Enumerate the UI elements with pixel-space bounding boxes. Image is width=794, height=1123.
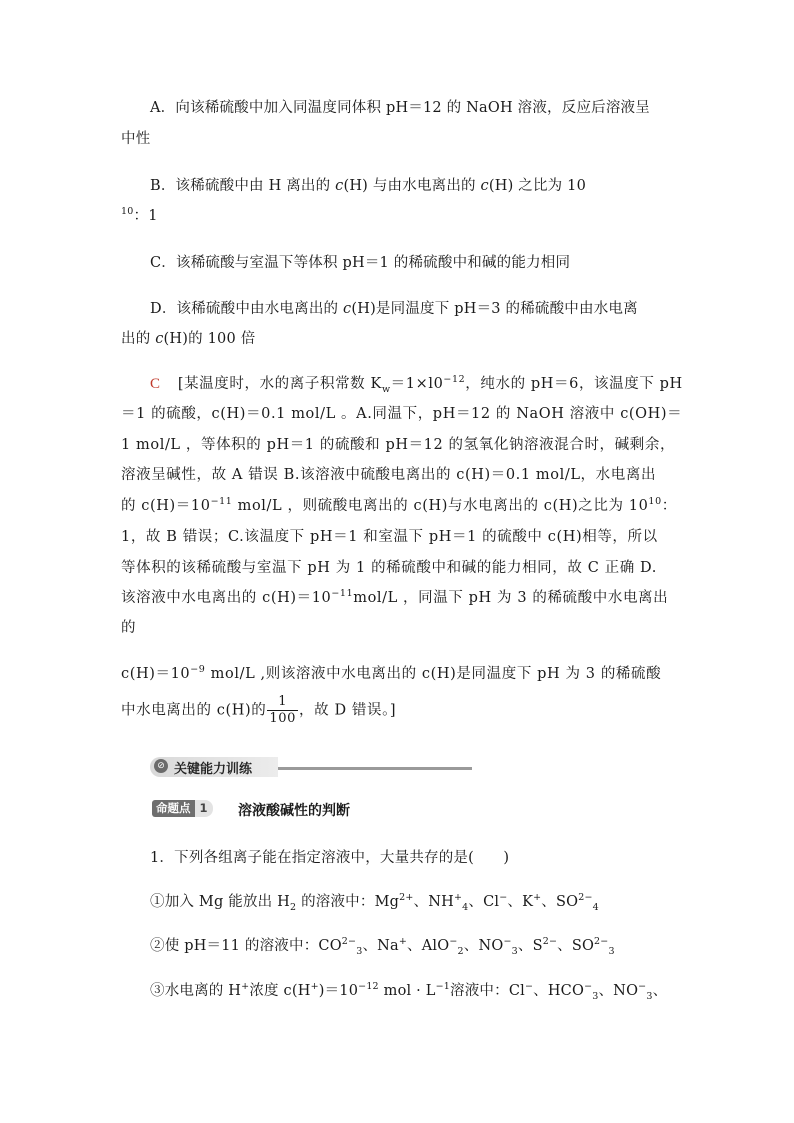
subscript: 3 bbox=[646, 990, 653, 1002]
item-text: 、 bbox=[652, 983, 668, 999]
item-text: 、SO bbox=[541, 894, 579, 910]
superscript: −1 bbox=[435, 981, 451, 993]
item-text: 、SO bbox=[557, 938, 595, 954]
answer-line-6 bbox=[121, 525, 658, 546]
answer-text: mol/L ，同温下 pH 为 3 的稀硫酸中水电离出 bbox=[353, 590, 669, 606]
subscript: 3 bbox=[592, 990, 599, 1002]
topic-badge-number: 1 bbox=[195, 800, 213, 817]
option-b-text: ) 之比为 10 bbox=[507, 178, 587, 194]
item-text: 、NO bbox=[463, 938, 504, 954]
subscript: 4 bbox=[592, 901, 599, 913]
superscript: 10 bbox=[648, 496, 662, 508]
superscript: − bbox=[584, 981, 593, 993]
topic-title: 溶液酸碱性的判断 bbox=[238, 803, 350, 819]
topic-badge-label: 命题点 bbox=[152, 800, 195, 817]
answer-text: 该溶液中水电离出的 c(H bbox=[121, 590, 291, 606]
answer-text: ，纯水的 pH＝6，该温度下 pH bbox=[465, 376, 683, 392]
superscript: − bbox=[499, 892, 508, 904]
item-text: 的溶液中：Mg bbox=[296, 894, 400, 910]
item-text: 、Cl bbox=[468, 894, 500, 910]
item-text: 、K bbox=[507, 894, 534, 910]
item-text: ①加入 Mg 能放出 H bbox=[150, 894, 291, 910]
option-a-line-1 bbox=[150, 96, 650, 117]
option-c-text: C．该稀硫酸与室温下等体积 pH＝1 的稀硫酸中和碱的能力相同 bbox=[150, 255, 571, 271]
item-text: 溶液中：Cl bbox=[450, 983, 525, 999]
answer-line-8 bbox=[121, 586, 668, 607]
option-d-text: (H bbox=[163, 331, 183, 347]
option-b-text: ) 与由水电离出的 bbox=[362, 178, 481, 194]
superscript: 2− bbox=[594, 936, 609, 948]
answer-text: 的 bbox=[121, 620, 137, 636]
superscript: −11 bbox=[210, 496, 233, 508]
italic-c: c bbox=[155, 331, 164, 347]
answer-text: )＝0.1 mol/L，水电离出 bbox=[484, 467, 657, 483]
option-a-text: A．向该稀硫酸中加入同温度同体积 pH＝12 的 NaOH 溶液，反应后溶液呈 bbox=[150, 100, 650, 116]
answer-text: )＝0.1 mol/L 。A.同温下，pH＝12 的 NaOH 溶液中 c(OH bbox=[239, 406, 661, 422]
answer-text: [某温度时，水的离子积常数 K bbox=[177, 376, 382, 392]
q1-item-1 bbox=[150, 890, 599, 911]
superscript: 2− bbox=[578, 892, 593, 904]
answer-line-5 bbox=[121, 494, 677, 515]
italic-c: c bbox=[480, 178, 489, 194]
item-text: 、NO bbox=[598, 983, 639, 999]
superscript: + bbox=[310, 981, 319, 993]
banner-title: 关键能力训练 bbox=[174, 762, 253, 777]
option-b-text: 离出的 bbox=[281, 178, 336, 194]
item-text: 浓度 c(H bbox=[249, 983, 311, 999]
superscript: 10 bbox=[121, 206, 134, 218]
option-d-text: 出的 bbox=[121, 331, 156, 347]
option-b-text: (H bbox=[488, 178, 508, 194]
answer-text: 1 mol/L ，等体积的 pH＝1 的硫酸和 pH＝12 的氢氧化钠溶液混合时，碱剩余， bbox=[121, 437, 676, 453]
banner-rule bbox=[278, 767, 472, 770]
subscript: 3 bbox=[356, 945, 363, 957]
item-text: 、Na bbox=[362, 938, 399, 954]
answer-text: )相等，所以 bbox=[575, 529, 658, 545]
item-text: 、AlO bbox=[407, 938, 450, 954]
option-d-text: (H bbox=[351, 301, 371, 317]
answer-text: 溶液呈碱性，故 A 错误 B.该溶液中硫酸电离出的 c(H bbox=[121, 467, 485, 483]
option-d-text: )的 100 倍 bbox=[182, 331, 256, 347]
item-text: mol · L bbox=[378, 983, 436, 999]
item-text: )＝10 bbox=[318, 983, 359, 999]
answer-text: )＝ bbox=[660, 406, 683, 422]
superscript: − bbox=[449, 936, 458, 948]
answer-text: )＝10 bbox=[169, 498, 211, 514]
answer-text: ，故 D 错误。] bbox=[299, 702, 397, 719]
option-b-text: (H bbox=[343, 178, 363, 194]
superscript: + bbox=[241, 981, 250, 993]
answer-line-11 bbox=[121, 694, 396, 727]
answer-text: ＝1×l0 bbox=[390, 376, 444, 392]
answer-text: mol/L ,则该溶液中水电离出的 c(H bbox=[205, 666, 451, 682]
italic-c: c bbox=[343, 301, 352, 317]
answer-text: 中水电离出的 c(H bbox=[121, 702, 246, 719]
option-d-text: )是同温度下 pH＝3 的稀硫酸中由水电离 bbox=[370, 301, 638, 317]
answer-letter: C bbox=[150, 376, 161, 392]
option-b-text: B．该稀硫酸中由 H bbox=[150, 178, 282, 194]
item-text: 、NH bbox=[413, 894, 454, 910]
superscript: −9 bbox=[190, 664, 206, 676]
superscript: −12 bbox=[443, 374, 466, 386]
answer-text: ＝1 的硫酸，c(H bbox=[121, 406, 240, 422]
superscript: −11 bbox=[331, 588, 354, 600]
option-b-line-2 bbox=[121, 204, 158, 225]
option-d-line-2 bbox=[121, 327, 255, 348]
answer-text: )＝10 bbox=[290, 590, 332, 606]
topic-badge bbox=[152, 800, 213, 817]
superscript: + bbox=[453, 892, 463, 904]
item-text: ③水电离的 H bbox=[150, 983, 242, 999]
answer-line-2 bbox=[121, 402, 682, 423]
subscript: 2 bbox=[290, 901, 297, 913]
item-text: 、HCO bbox=[533, 983, 585, 999]
answer-line-1 bbox=[150, 372, 683, 393]
subscript: 4 bbox=[462, 901, 469, 913]
q1-stem bbox=[150, 846, 509, 867]
option-c-line bbox=[150, 251, 570, 272]
fraction-denominator: 100 bbox=[269, 711, 297, 726]
item-text: ②使 pH＝11 的溶液中：CO bbox=[150, 938, 342, 954]
answer-text: mol/L ，则硫酸电离出的 c(H bbox=[232, 498, 442, 514]
subscript: 3 bbox=[608, 945, 615, 957]
answer-line-10 bbox=[121, 662, 661, 683]
fraction-numerator: 1 bbox=[278, 694, 288, 709]
fraction bbox=[267, 694, 298, 727]
q1-item-2 bbox=[150, 934, 615, 955]
option-d-line-1 bbox=[150, 297, 638, 318]
answer-text: )＝10 bbox=[149, 666, 191, 682]
answer-text: c(H bbox=[121, 666, 150, 682]
answer-text: ： bbox=[661, 498, 677, 514]
superscript: 2− bbox=[542, 936, 558, 948]
superscript: + bbox=[533, 892, 542, 904]
answer-text: )之比为 10 bbox=[572, 498, 649, 514]
subscript: 2 bbox=[457, 945, 464, 957]
answer-text: )与水电离出的 c(H bbox=[441, 498, 572, 514]
q1-stem-text: 1．下列各组离子能在指定溶液中，大量共存的是( ) bbox=[150, 850, 510, 866]
option-a-line-2 bbox=[121, 127, 150, 148]
answer-text: )的 bbox=[245, 702, 267, 719]
answer-text: 1，故 B 错误；C.该温度下 pH＝1 和室温下 pH＝1 的硫酸中 c(H bbox=[121, 529, 576, 545]
q1-item-3 bbox=[150, 979, 667, 1000]
subscript: 3 bbox=[511, 945, 518, 957]
answer-text: 的 c(H bbox=[121, 498, 170, 514]
banner-circle-icon: ⊘ bbox=[154, 759, 168, 773]
superscript: − bbox=[503, 936, 512, 948]
answer-text: )是同温度下 pH 为 3 的稀硫酸 bbox=[450, 666, 662, 682]
superscript: + bbox=[398, 936, 408, 948]
superscript: −12 bbox=[358, 981, 379, 993]
answer-line-7 bbox=[121, 556, 657, 577]
superscript: − bbox=[638, 981, 647, 993]
answer-text: 等体积的该稀硫酸与室温下 pH 为 1 的稀硫酸中和碱的能力相同，故 C 正确 D. bbox=[121, 560, 657, 576]
item-text: 、S bbox=[517, 938, 543, 954]
answer-line-3 bbox=[121, 433, 675, 454]
answer-line-4 bbox=[121, 463, 656, 484]
subscript: w bbox=[381, 383, 391, 395]
superscript: − bbox=[524, 981, 534, 993]
option-d-text: D．该稀硫酸中由水电离出的 bbox=[150, 301, 344, 317]
superscript: 2+ bbox=[399, 892, 414, 904]
section-banner bbox=[150, 760, 472, 777]
italic-c: c bbox=[335, 178, 344, 194]
option-b-text: ：1 bbox=[133, 208, 158, 224]
answer-line-9 bbox=[121, 616, 136, 637]
option-a-text-cont: 中性 bbox=[121, 131, 151, 147]
option-b-line-1 bbox=[150, 174, 586, 195]
superscript: 2− bbox=[341, 936, 357, 948]
